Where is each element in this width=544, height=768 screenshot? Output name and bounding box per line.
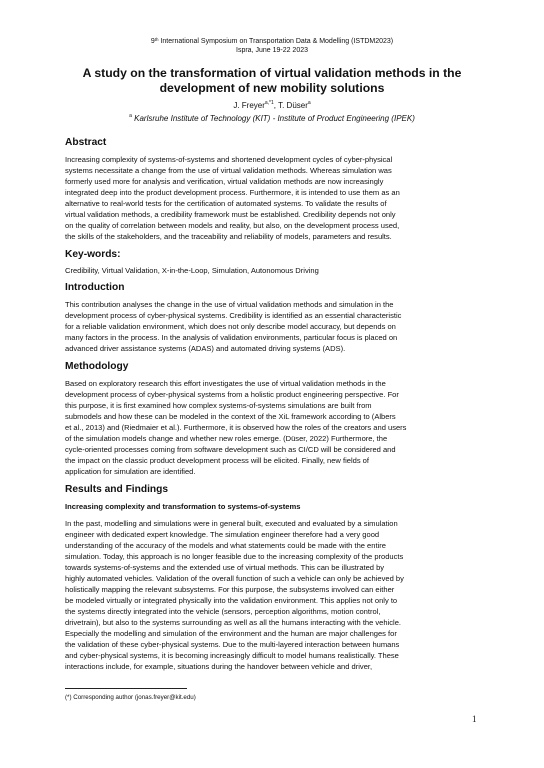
authors: J. Freyer$^{a,*1}$, T. Düser$^a$ (233, 100, 311, 110)
text-line: on the quality of correlation between models and reality, but also, on the development process used, (65, 221, 400, 230)
text-line: et al., 2013) and (Riedmaier et al.). Furthermore, it is observed how the roles of the creators and users (65, 423, 407, 432)
text-line: highly automated vehicles. Validation of the overall function of such a vehicle can only be achieved by (65, 574, 404, 583)
text-line: of the simulation models change and whether new roles emerge. (Düser, 2022) Furthermore, the (65, 434, 388, 443)
abstract-heading: Abstract (65, 137, 107, 148)
text-line: the validation of these cyber-physical systems. Due to the multi-layered interaction between humans (65, 640, 400, 649)
results-body (65, 518, 479, 672)
methodology-heading: Methodology (65, 361, 129, 372)
footnote-divider (65, 688, 187, 689)
conference-name: 9th International Symposium on Transportation Data & Modelling (ISTDM2023) (150, 37, 394, 45)
results-heading: Results and Findings (65, 484, 169, 495)
text-line: application for simulation are identified. (65, 467, 196, 476)
text-line: the systems directly integrated into the vehicle (sensors, perception algorithms, motion control, (65, 607, 381, 616)
keywords-heading: Key-words: (65, 249, 121, 260)
text-line: understanding of the accuracy of the models and what statements could be made with the entire (65, 541, 386, 550)
conference-location-date: Ispra, June 19-22 2023 (236, 47, 308, 54)
text-line: virtual validation methods, a credibility framework must be established. Credibility depends not only (65, 210, 396, 219)
footnote: (*) Corresponding author (jonas.freyer@kit.edu) (65, 694, 196, 701)
introduction-heading: Introduction (65, 282, 125, 293)
text-line: Especially the modelling and simulation of the environment and the human are major challenges for (65, 629, 397, 638)
text-line: alternative to real-world tests for the certification of automated systems. To validate the results of (65, 199, 387, 208)
text-line: simulation. Today, this approach is no longer feasible due to the increasing complexity of the products (65, 552, 404, 561)
text-line: systems necessitate a change from the use of virtual validation methods. Whereas simulation was (65, 166, 392, 175)
text-line: cycle-oriented processes coming from software development such as CI/CD will be considered and (65, 445, 396, 454)
text-line: the skills of the stakeholders, and the traceability and reliability of models, parameters and results. (65, 232, 392, 241)
text-line: drivetrain), but also to the systems surrounding as well as all the humans interacting with the vehicle. (65, 618, 402, 627)
keywords-line: Credibility, Virtual Validation, X-in-the-Loop, Simulation, Autonomous Driving (65, 266, 319, 275)
text-line: submodels and how these can be modeled in the context of the XiL framework according to (Albers (65, 412, 396, 421)
text-line: the impact on the classic product development process will be elicited. Finally, new fields of (65, 456, 369, 465)
text-line: interactions include, for example, situations during the handover between vehicle and driver, (65, 662, 373, 671)
text-line: holistically mapping the relevant subsystems. For this purpose, the subsystems involved can either (65, 585, 395, 594)
abstract-body (65, 154, 479, 242)
text-line: be modeled virtually or integrated physically into the validation environment. This applies not only to (65, 596, 398, 605)
methodology-body (65, 378, 479, 477)
text-line: this purpose, it is first examined how complex systems-of-systems simulations are built from (65, 401, 372, 410)
text-line: formerly used more for analysis and verification, virtual validation methods are now increasingly (65, 177, 384, 186)
text-line: advanced driver assistance systems (ADAS) and automated driving systems (ADS). (65, 344, 346, 353)
introduction-body (65, 299, 479, 354)
text-line: Based on exploratory research this effort investigates the use of virtual validation methods in the (65, 379, 386, 388)
text-line: In the past, modelling and simulations were in general built, executed and evaluated by a simulation (65, 519, 398, 528)
text-line: many factors in the process. In the analysis of validation environments, particular focus is placed on (65, 333, 398, 342)
keywords-text (65, 265, 479, 276)
text-line: integrated deep into the product development process. Furthermore, it is intended to use them as an (65, 188, 400, 197)
paper-title: A study on the transformation of virtual validation methods in the development of new mobility solutions (82, 66, 462, 95)
text-line: towards systems-of-systems and the extended use of virtual methods. This can be illustrated by (65, 563, 385, 572)
page-number: 1 (472, 714, 477, 724)
text-line: development process of cyber-physical systems. Credibility is identified as an essential characteristic (65, 311, 402, 320)
text-line: This contribution analyses the change in the use of virtual validation methods and simulation in the (65, 300, 394, 309)
affiliation: $^a$ Karlsruhe Institute of Technology (KIT) - Institute of Product Engineering (IPEK) (129, 113, 415, 123)
text-line: Increasing complexity of systems-of-systems and shortened development cycles of cyber-physical (65, 155, 393, 164)
text-line: engineer with dedicated expert knowledge. The simulation engineer therefore had a very good (65, 530, 380, 539)
results-subheading: Increasing complexity and transformation to systems-of-systems (65, 502, 301, 511)
text-line: development process of cyber-physical systems from a holistic product engineering perspective. For (65, 390, 399, 399)
text-line: for a reliable validation environment, which does not only describe model accuracy, but depends on (65, 322, 396, 331)
text-line: and cyber-physical systems, it is becoming increasingly difficult to model humans realistically. These (65, 651, 399, 660)
